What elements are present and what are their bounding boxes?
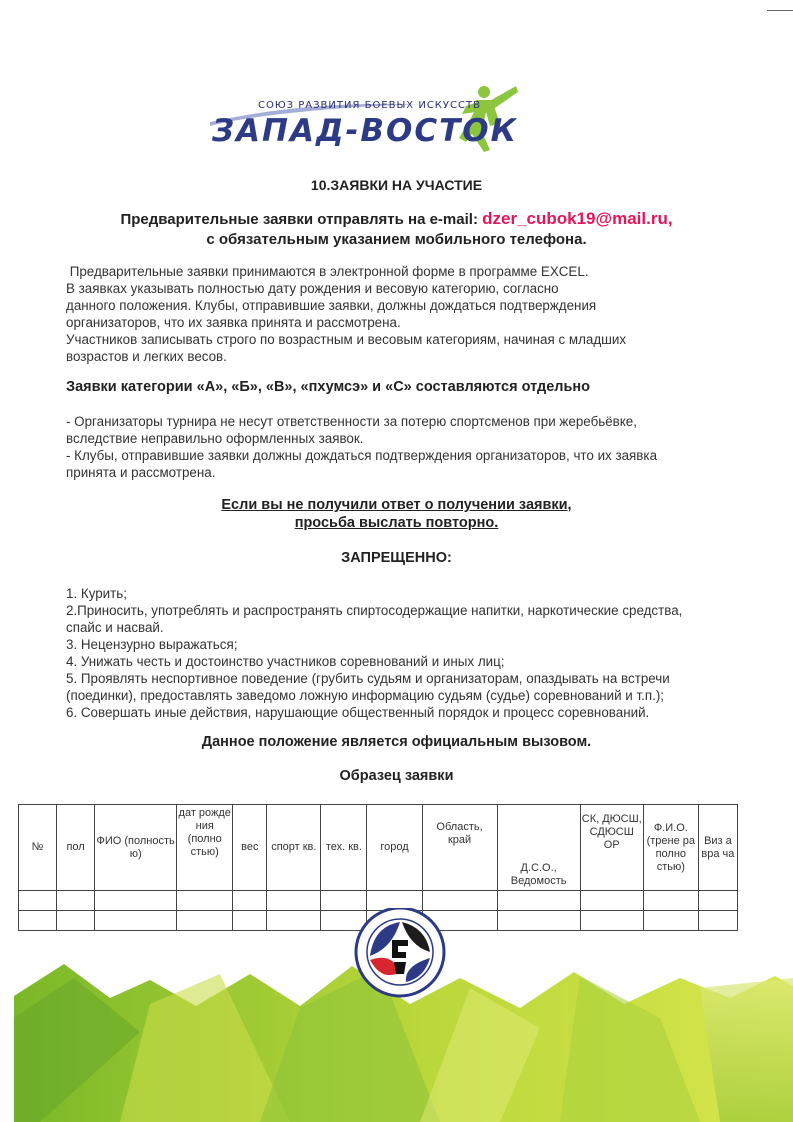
header-number: № xyxy=(19,805,57,891)
intro-line: возрастов и легких весов. xyxy=(66,349,227,364)
forbidden-item: 3. Нецензурно выражаться; xyxy=(66,637,238,652)
logo-subtitle: СОЮЗ РАЗВИТИЯ БОЕВЫХ ИСКУССТВ xyxy=(258,100,481,111)
section-title: 10.ЗАЯВКИ НА УЧАСТИЕ xyxy=(310,177,483,193)
intro-line: организаторов, что их заявка принята и рассмотрена. xyxy=(66,315,401,330)
sample-title: Образец заявки xyxy=(339,768,454,784)
header-region: Область, край xyxy=(422,805,497,891)
header-full-name: ФИО (полность ю) xyxy=(95,805,177,891)
note-line: - Клубы, отправившие заявки должны дождаться подтверждения организаторов, что их заявка xyxy=(66,448,658,463)
header-dso: Д.С.О., Ведомость xyxy=(497,805,580,891)
intro-line: В заявках указывать полностью дату рождения и весовую категорию, согласно xyxy=(66,281,559,296)
forbidden-item: 4. Унижать честь и достоинство участников соревнований и иных лиц; xyxy=(66,654,505,669)
notes-paragraph xyxy=(66,413,657,481)
header-sport-school: СК, ДЮСШ, СДЮСШ ОР xyxy=(580,805,643,891)
table-header-row xyxy=(19,805,738,891)
email-line xyxy=(0,209,793,229)
intro-line: Предварительные заявки принимаются в электронной форме в программе EXCEL. xyxy=(66,264,589,279)
header-city: город xyxy=(367,805,422,891)
forbidden-item: (поединки), предоставлять заведомо ложную информацию судьям (судье) соревнований и т.п.); xyxy=(66,688,665,703)
resend-line-1: Если вы не получили ответ о получении заявки, xyxy=(221,497,572,513)
header-weight: вес xyxy=(233,805,267,891)
header-sex: пол xyxy=(57,805,95,891)
intro-line: Участников записывать строго по возрастным и весовым категориям, начиная с младших xyxy=(66,332,627,347)
forbidden-item: 5. Проявлять неспортивное поведение (грубить судьям и организаторам, опаздывать на встречи xyxy=(66,671,670,686)
categories-heading: Заявки категории «А», «Б», «В», «пхумсэ» и «С» составляются отдельно xyxy=(66,379,591,395)
page-edge-mark xyxy=(767,10,793,11)
email-prefix: Предварительные заявки отправлять на e-mail: xyxy=(120,211,478,228)
header-doctor-visa: Виз а вра ча xyxy=(698,805,737,891)
official-statement: Данное положение является официальным вызовом. xyxy=(201,734,592,750)
header-birth-date: дат рожде ния (полно стью) xyxy=(177,805,233,891)
logo xyxy=(200,80,520,160)
email-line-2: с обязательным указанием мобильного телефона. xyxy=(206,231,587,248)
forbidden-item: 1. Курить; xyxy=(66,586,127,601)
resend-line-2: просьба выслать повторно. xyxy=(294,515,499,531)
header-sport-rank: спорт кв. xyxy=(267,805,321,891)
forbidden-item: спайс и насвай. xyxy=(66,620,164,635)
intro-line: данного положения. Клубы, отправившие заявки, должны дождаться подтверждения xyxy=(66,298,597,313)
email-address[interactable]: dzer_cubok19@mail.ru, xyxy=(482,209,673,228)
forbidden-item: 2.Приносить, употреблять и распространять спиртосодержащие напитки, наркотические средства, xyxy=(66,603,683,618)
note-line: - Организаторы турнира не несут ответственности за потерю спортсменов при жеребьёвке, xyxy=(66,414,637,429)
bottom-decoration xyxy=(0,908,793,1122)
forbidden-list xyxy=(66,585,682,721)
note-line: вследствие неправильно оформленных заявок. xyxy=(66,431,364,446)
federation-badge-icon xyxy=(356,908,444,996)
header-tech-rank: тех. кв. xyxy=(321,805,367,891)
forbidden-item: 6. Совершать иные действия, нарушающие общественный порядок и процесс соревнований. xyxy=(66,705,650,720)
header-coach-name: Ф.И.О. (трене ра полно стью) xyxy=(643,805,698,891)
intro-paragraph xyxy=(66,263,626,365)
forbidden-heading: ЗАПРЕЩЕННО: xyxy=(341,550,452,566)
note-line: принята и рассмотрена. xyxy=(66,465,216,480)
logo-title: ЗАПАД-ВОСТОК xyxy=(212,113,518,149)
